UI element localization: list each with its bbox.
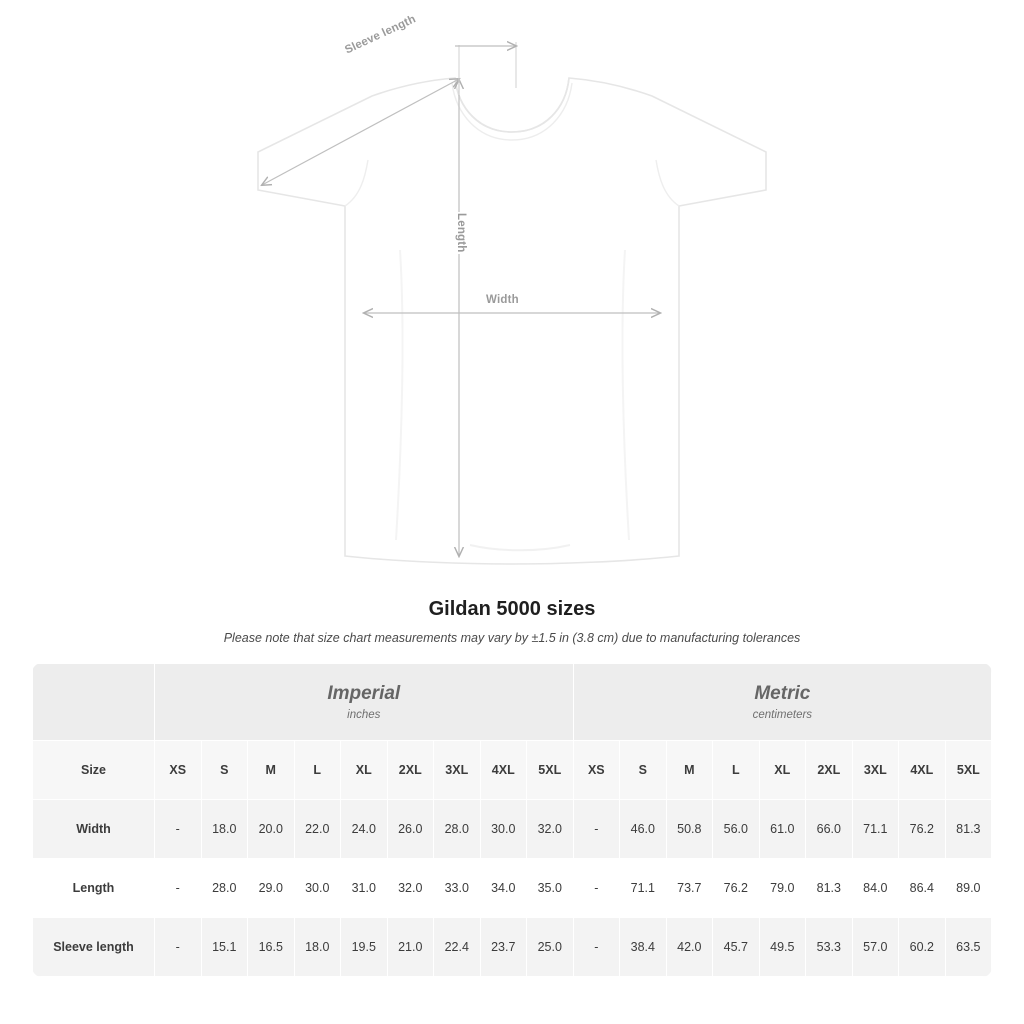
sleeve-length-dimension-label: Sleeve length [340,11,421,59]
cell-length-imperial-3xl: 33.0 [434,859,481,918]
size-header-metric-4xl: 4XL [899,741,946,800]
cell-sleeve-metric-3xl: 57.0 [852,918,899,977]
cell-width-metric-l: 56.0 [713,800,760,859]
cell-width-imperial-l: 22.0 [294,800,341,859]
size-chart-table [32,663,992,977]
cell-sleeve-metric-m: 42.0 [666,918,713,977]
cell-length-metric-5xl: 89.0 [945,859,992,918]
unit-system-row [33,664,992,741]
cell-sleeve-metric-xs: - [573,918,620,977]
size-table-wrapper [32,663,992,977]
cell-width-metric-s: 46.0 [620,800,667,859]
cell-width-imperial-xl: 24.0 [341,800,388,859]
size-header-imperial-m: M [248,741,295,800]
size-header-row [33,741,992,800]
cell-length-imperial-xl: 31.0 [341,859,388,918]
cell-width-metric-5xl: 81.3 [945,800,992,859]
cell-length-imperial-l: 30.0 [294,859,341,918]
size-header-imperial-3xl: 3XL [434,741,481,800]
cell-sleeve-metric-2xl: 53.3 [806,918,853,977]
cell-length-metric-4xl: 86.4 [899,859,946,918]
cell-width-imperial-s: 18.0 [201,800,248,859]
cell-sleeve-imperial-4xl: 23.7 [480,918,527,977]
metric-sublabel: centimeters [752,708,813,721]
imperial-label: Imperial [327,683,401,705]
metric-label: Metric [754,683,811,705]
size-header-metric-xl: XL [759,741,806,800]
size-header-imperial-5xl: 5XL [527,741,574,800]
cell-length-imperial-m: 29.0 [248,859,295,918]
cell-sleeve-metric-xl: 49.5 [759,918,806,977]
cell-width-imperial-2xl: 26.0 [387,800,434,859]
size-header-metric-3xl: 3XL [852,741,899,800]
cell-sleeve-imperial-s: 15.1 [201,918,248,977]
cell-width-metric-xs: - [573,800,620,859]
size-header-label: Size [33,741,155,800]
size-header-metric-2xl: 2XL [806,741,853,800]
imperial-sublabel: inches [347,708,381,721]
cell-sleeve-imperial-3xl: 22.4 [434,918,481,977]
cell-length-imperial-4xl: 34.0 [480,859,527,918]
cell-sleeve-imperial-5xl: 25.0 [527,918,574,977]
table-row [33,800,992,859]
width-dimension-label: Width [483,293,522,307]
tolerance-note: Please note that size chart measurements may vary by ±1.5 in (3.8 cm) due to manufacturing tolerances [223,631,801,645]
cell-sleeve-imperial-l: 18.0 [294,918,341,977]
cell-sleeve-imperial-2xl: 21.0 [387,918,434,977]
size-header-imperial-xs: XS [155,741,202,800]
size-header-metric-m: M [666,741,713,800]
metric-unit-cell [573,664,992,741]
cell-sleeve-metric-4xl: 60.2 [899,918,946,977]
page-title: Gildan 5000 sizes [428,598,596,620]
size-header-imperial-xl: XL [341,741,388,800]
cell-width-imperial-5xl: 32.0 [527,800,574,859]
cell-length-metric-xl: 79.0 [759,859,806,918]
cell-sleeve-metric-5xl: 63.5 [945,918,992,977]
cell-length-imperial-s: 28.0 [201,859,248,918]
cell-width-metric-xl: 61.0 [759,800,806,859]
table-row [33,859,992,918]
cell-sleeve-metric-l: 45.7 [713,918,760,977]
row-label-length: Length [33,859,155,918]
cell-sleeve-metric-s: 38.4 [620,918,667,977]
cell-width-imperial-xs: - [155,800,202,859]
row-label-sleeve-length: Sleeve length [33,918,155,977]
size-header-metric-xs: XS [573,741,620,800]
cell-length-metric-2xl: 81.3 [806,859,853,918]
chart-heading-block [0,598,1024,645]
cell-length-imperial-2xl: 32.0 [387,859,434,918]
cell-width-metric-4xl: 76.2 [899,800,946,859]
cell-length-imperial-xs: - [155,859,202,918]
cell-length-metric-3xl: 84.0 [852,859,899,918]
cell-width-metric-3xl: 71.1 [852,800,899,859]
size-header-metric-l: L [713,741,760,800]
cell-sleeve-imperial-xl: 19.5 [341,918,388,977]
unit-spacer-cell [33,664,155,741]
cell-width-metric-2xl: 66.0 [806,800,853,859]
size-header-imperial-4xl: 4XL [480,741,527,800]
cell-sleeve-imperial-m: 16.5 [248,918,295,977]
table-row [33,918,992,977]
cell-width-imperial-m: 20.0 [248,800,295,859]
cell-length-imperial-5xl: 35.0 [527,859,574,918]
cell-length-metric-m: 73.7 [666,859,713,918]
cell-width-imperial-3xl: 28.0 [434,800,481,859]
cell-length-metric-l: 76.2 [713,859,760,918]
imperial-unit-cell [155,664,574,741]
length-dimension-label: Length [452,212,470,254]
cell-width-metric-m: 50.8 [666,800,713,859]
size-header-metric-s: S [620,741,667,800]
size-header-imperial-l: L [294,741,341,800]
size-header-imperial-s: S [201,741,248,800]
size-header-imperial-2xl: 2XL [387,741,434,800]
row-label-width: Width [33,800,155,859]
size-header-metric-5xl: 5XL [945,741,992,800]
cell-width-imperial-4xl: 30.0 [480,800,527,859]
cell-length-metric-xs: - [573,859,620,918]
cell-length-metric-s: 71.1 [620,859,667,918]
cell-sleeve-imperial-xs: - [155,918,202,977]
